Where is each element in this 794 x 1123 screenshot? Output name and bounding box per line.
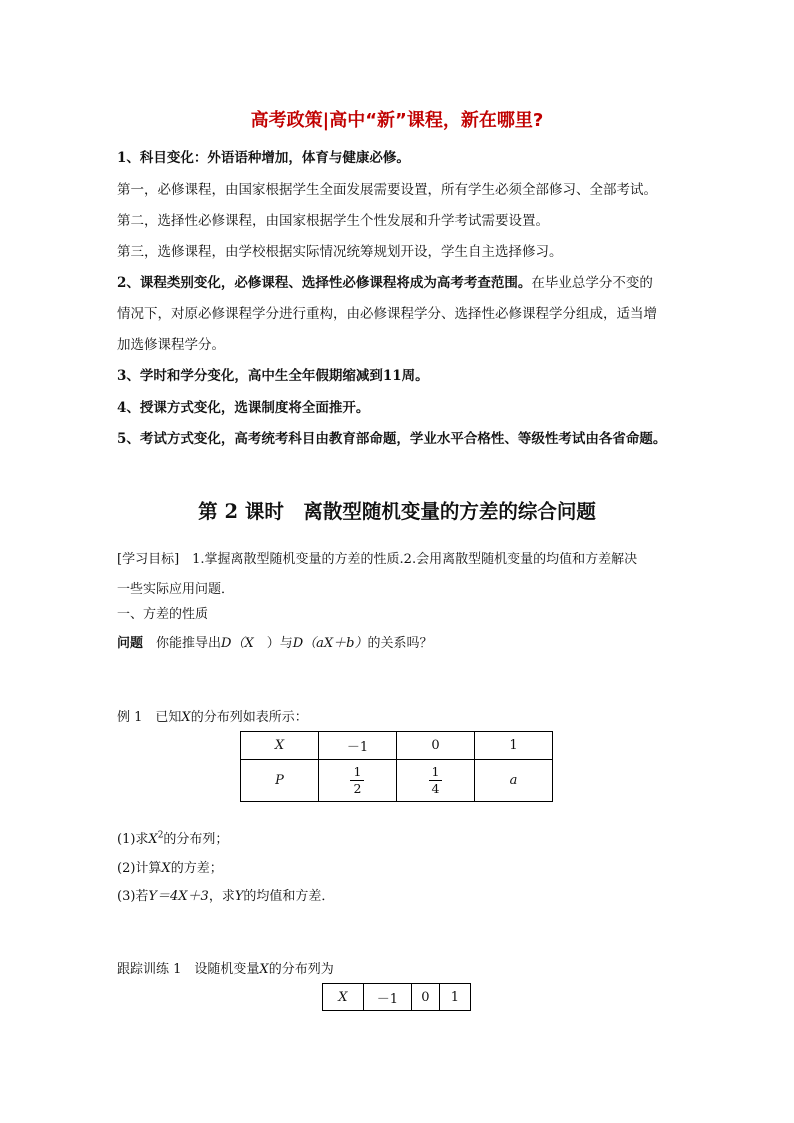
fraction-numerator: 1 [429,764,443,781]
q1-pre: (1)求 [117,832,149,847]
policy-second: 第二，选择性必修课程，由国家根据学生个性发展和升学考试需要设置。 [117,213,549,229]
exercise-var: X [259,962,269,977]
fraction-numerator: 1 [350,764,364,781]
table-cell: X [241,732,319,760]
table-cell: X [323,984,364,1011]
policy-third: 第三，选修课程，由学校根据实际情况统筹规划开设，学生自主选择修习。 [117,244,563,260]
subquestion-1 [117,828,228,847]
q1-sup: 2 [157,830,164,841]
fraction-denominator: 2 [353,781,362,796]
table-cell: 1 [439,984,470,1011]
question-d1: D（X [221,636,254,651]
table-cell [396,760,474,802]
policy-item-2-text: 在毕业总学分不变的 [531,275,653,291]
q3-post: 的均值和方差． [243,889,335,904]
fraction-denominator: 4 [431,781,440,796]
example-pre: 已知 [155,710,182,725]
table-cell: 1 [475,732,553,760]
table-cell: －1 [363,984,411,1011]
example-line [117,706,308,725]
policy-item-1: 1、科目变化：外语语种增加，体育与健康必修。 [117,150,410,166]
learning-goal-line1: [学习目标] 1.掌握离散型随机变量的方差的性质.2.会用离散型随机变量的均值和方差解决 [117,552,638,567]
learning-goal-line2: 一些实际应用问题． [117,582,235,597]
distribution-table-2 [322,983,471,1011]
table-row [323,984,471,1011]
question-line [117,632,433,651]
q2-var: X [161,861,171,876]
q2-post: 的方差； [170,861,223,876]
question-d2: D（aX＋b） [292,636,368,651]
policy-item-2-line3: 加选修课程学分。 [117,337,225,353]
subquestion-3 [117,885,334,904]
question-pre: 你能推导出 [156,636,222,651]
fraction [350,764,364,797]
example-var: X [181,710,191,725]
subquestion-2 [117,857,223,876]
policy-item-2 [117,271,653,291]
policy-item-2-heading: 2、课程类别变化，必修课程、选择性必修课程将成为高考考查范围。 [117,275,532,291]
table-cell: P [241,760,319,802]
exercise-line [117,958,334,977]
lesson-title: 第 2 课时 离散型随机变量的方差的综合问题 [198,500,596,523]
policy-item-2-line2: 情况下，对原必修课程学分进行重构，由必修课程学分、选择性必修课程学分组成，适当增 [117,306,657,322]
section-heading: 一、方差的性质 [117,607,209,622]
policy-first: 第一，必修课程，由国家根据学生全面发展需要设置，所有学生必须全部修习、全部考试。 [117,182,657,198]
question-post: 的关系吗？ [367,636,433,651]
exercise-label: 跟踪训练 1 [117,962,182,977]
example-post: 的分布列如表所示： [190,710,308,725]
table-cell: 0 [412,984,440,1011]
table-cell: 0 [396,732,474,760]
table-cell: －1 [318,732,396,760]
exercise-pre: 设随机变量 [194,962,260,977]
table-cell: a [475,760,553,802]
q3-var: Y [234,889,244,904]
question-label: 问题 [117,636,144,651]
page-title: 高考政策|高中“新”课程，新在哪里? [250,110,544,131]
example-label: 例 1 [117,710,143,725]
q3-eq: Y＝4X＋3 [148,889,209,904]
fraction [429,764,443,797]
policy-item-5: 5、考试方式变化，高考统考科目由教育部命题，学业水平合格性、等级性考试由各省命题。 [117,431,667,447]
q3-pre: (3)若 [117,889,149,904]
q2-pre: (2)计算 [117,861,162,876]
policy-item-3: 3、学时和学分变化，高中生全年假期缩减到11周。 [117,368,429,384]
q1-var: X [148,832,158,847]
q1-post: 的分布列； [163,832,229,847]
table-row [241,760,553,802]
q3-mid: ，求 [208,889,235,904]
question-mid: ）与 [266,636,293,651]
table-row [241,732,553,760]
exercise-post: 的分布列为 [268,962,334,977]
distribution-table-1 [240,731,553,802]
table-cell [318,760,396,802]
policy-item-4: 4、授课方式变化，选课制度将全面推开。 [117,400,370,416]
